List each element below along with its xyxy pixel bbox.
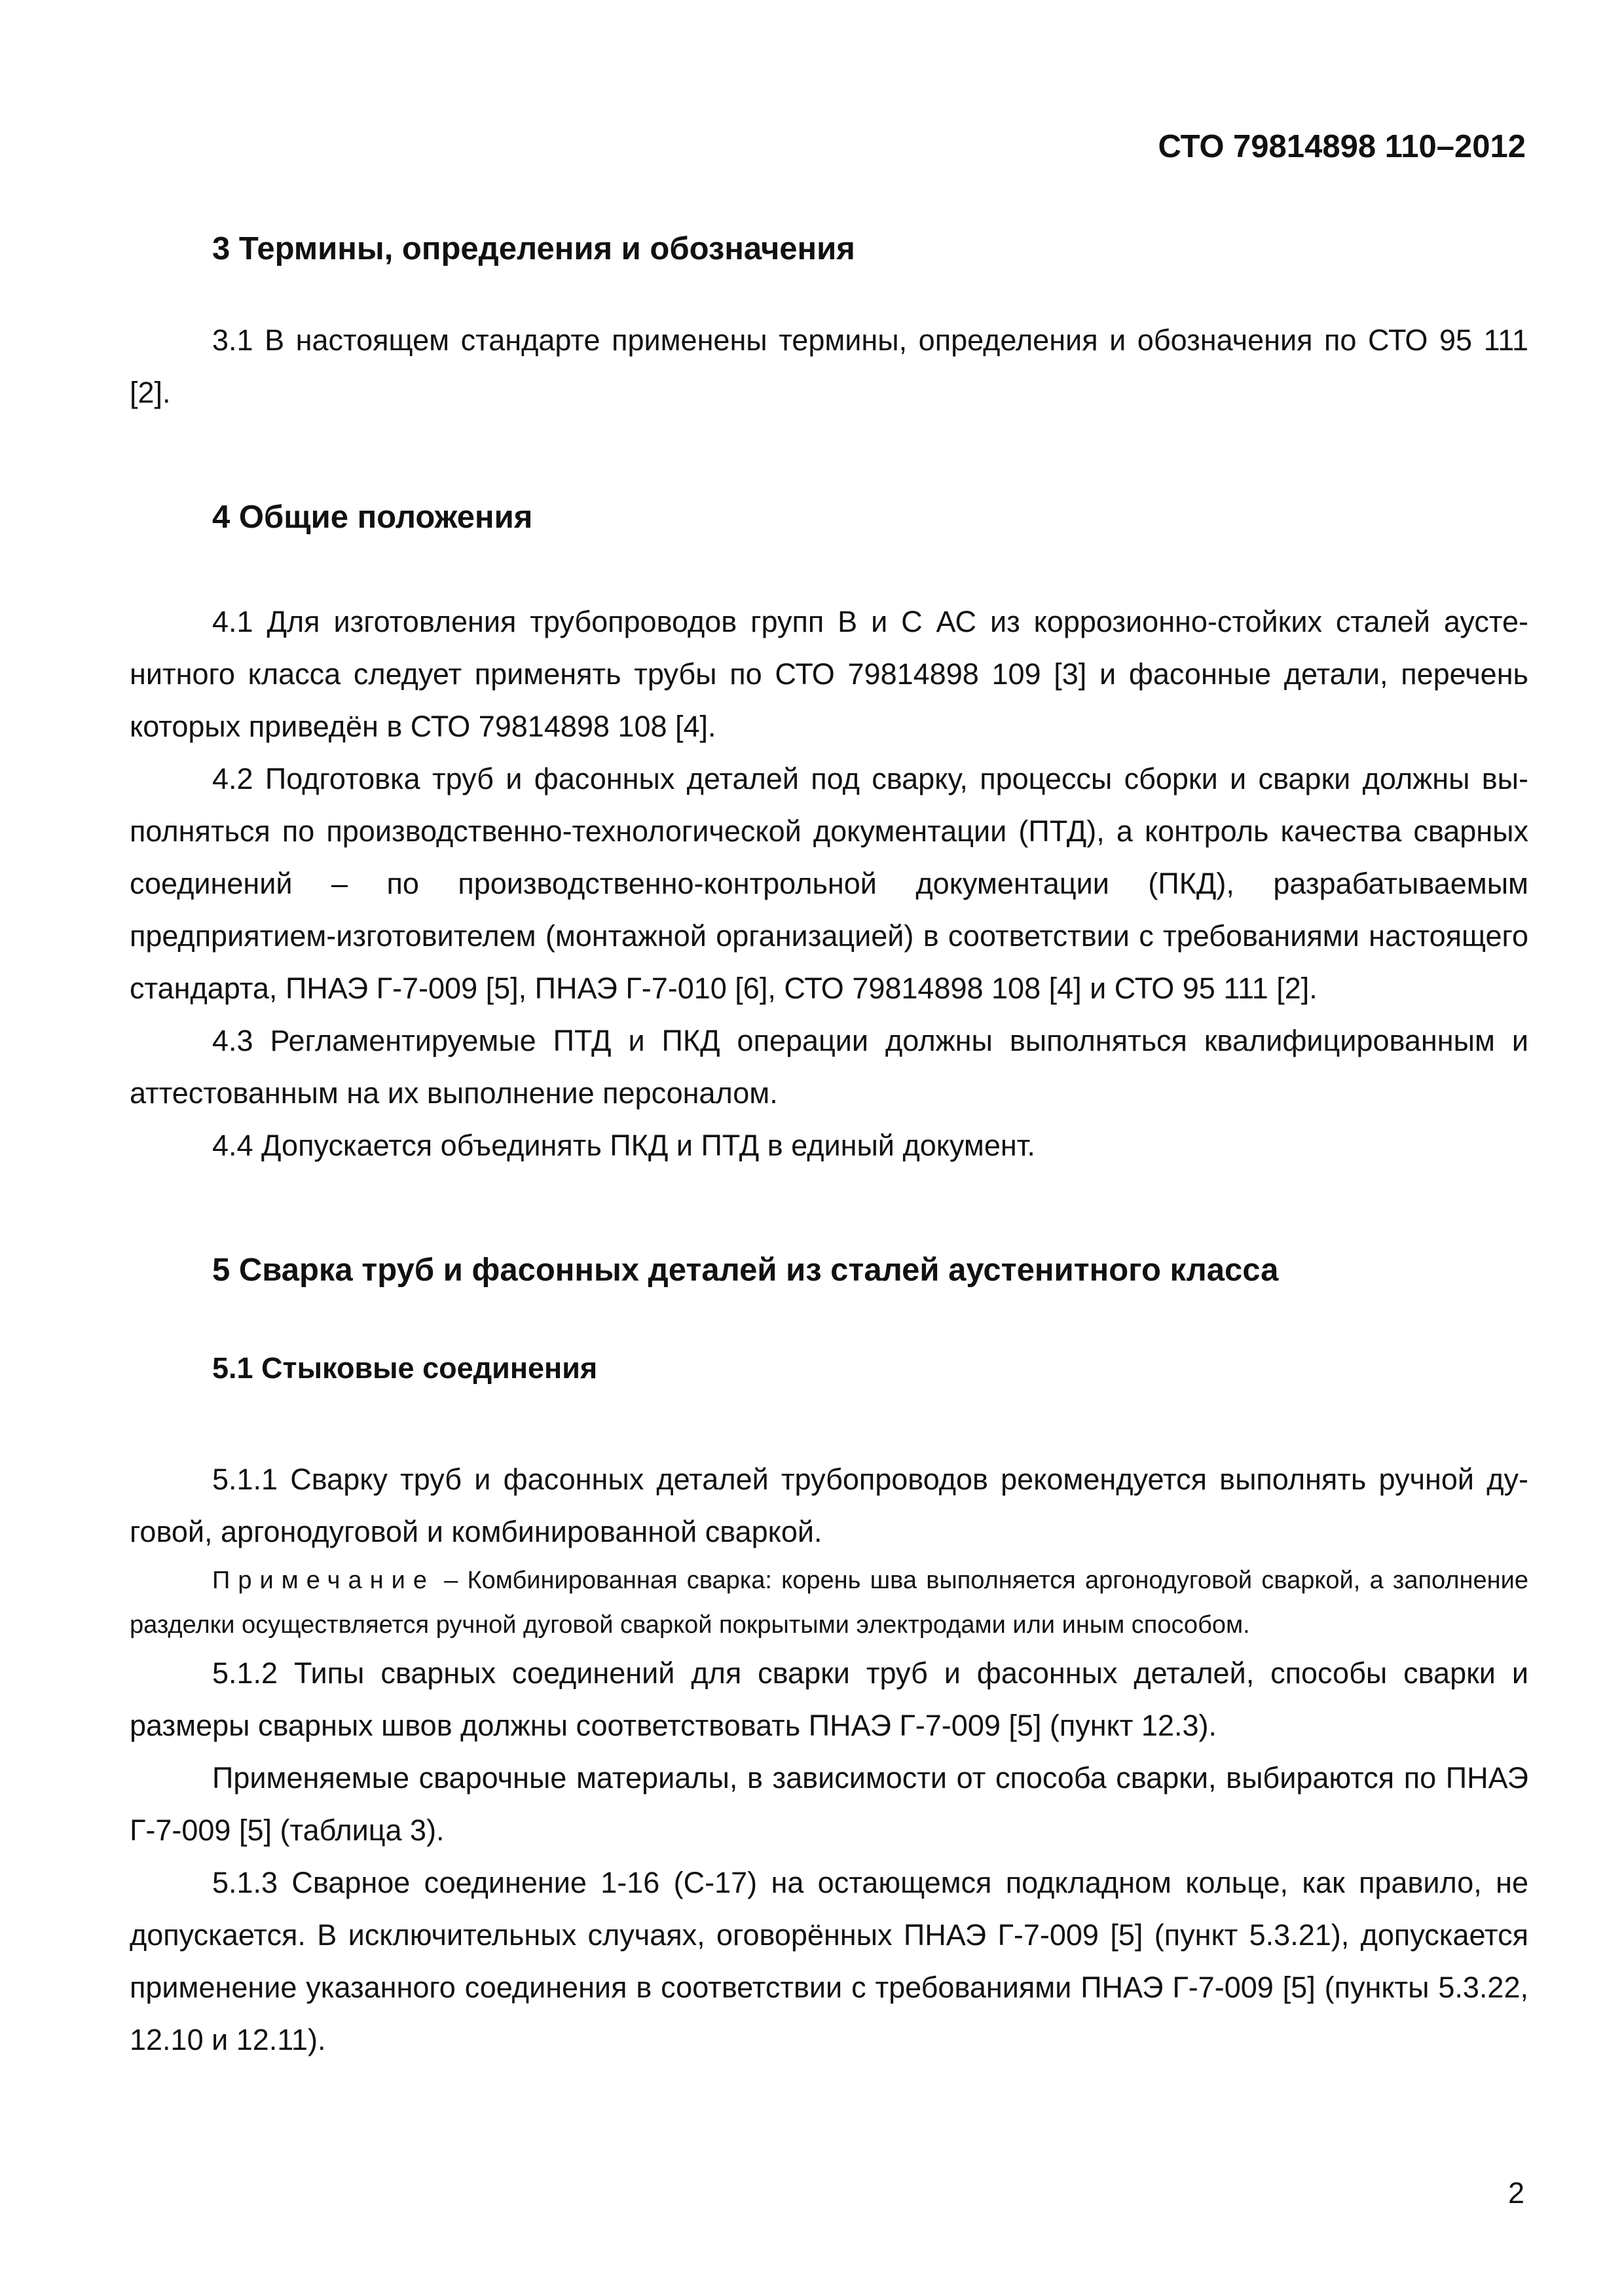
section-3-heading: 3 Термины, определения и обозначения xyxy=(212,231,855,266)
document-body xyxy=(130,229,1528,2066)
section-5-heading: 5 Сварка труб и фасонных деталей из сталей аустенитного класса xyxy=(212,1252,1279,1288)
page-number: 2 xyxy=(1507,2176,1524,2210)
note-label: Примечание xyxy=(212,1567,435,1594)
document-code: СТО 79814898 110–2012 xyxy=(1158,129,1526,164)
paragraph-4-4: 4.4 Допускается объединять ПКД и ПТД в единый документ. xyxy=(212,1129,1035,1162)
paragraph-4-3: 4.3 Регламентируемые ПТД и ПКД операции должны выполняться квалифицированным и аттестованным на их выполнение персоналом. xyxy=(130,1024,1528,1110)
note-block xyxy=(130,1558,1528,1647)
subsection-5-1-heading: 5.1 Стыковые соединения xyxy=(212,1351,598,1385)
paragraph-3-1: 3.1 В настоящем стандарте применены термины, определения и обозначения по СТО 95 111 [2]. xyxy=(130,323,1528,409)
paragraph-4-1: 4.1 Для изготовления трубопроводов групп В и С АС из коррозионно-стойких сталей аустенитного класса следует применять трубы по СТО 79814898 109 [3] и фасонные детали, перечень которых приведён в СТО 79814898 108 [4]. xyxy=(130,605,1528,743)
paragraph-5-1-2: 5.1.2 Типы сварных соединений для сварки труб и фасонных деталей, способы сварки и размеры сварных швов должны соответствовать ПНАЭ Г-7-009 [5] (пункт 12.3). xyxy=(130,1656,1528,1742)
section-4-heading: 4 Общие положения xyxy=(212,500,533,535)
paragraph-5-1-2-materials: Применяемые сварочные материалы, в зависимости от способа сварки, выбираются по ПНАЭ Г-7-009 [5] (таблица 3). xyxy=(130,1761,1528,1847)
paragraph-5-1-1: 5.1.1 Сварку труб и фасонных деталей трубопроводов рекомендуется выполнять ручной дуговой, аргонодуговой и комбинированной сваркой. xyxy=(130,1463,1528,1548)
paragraph-4-2: 4.2 Подготовка труб и фасонных деталей под сварку, процессы сборки и сварки должны выполняться по производственно-технологической документации (ПТД), а контроль качества сварных соединений – по производственно-контрольной документации (ПКД), разрабатываемым предприятием-изготовителем (монтажной организацией) в соответствии с требованиями настоящего стандарта, ПНАЭ Г-7-009 [5], ПНАЭ Г-7-010 [6], СТО 79814898 108 [4] и СТО 95 111 [2]. xyxy=(130,762,1528,1005)
paragraph-5-1-3: 5.1.3 Сварное соединение 1-16 (С-17) на остающемся подкладном кольце, как правило, не допускается. В исключительных случаях, оговорённых ПНАЭ Г-7-009 [5] (пункт 5.3.21), допускается применение указанного соединения в соответствии с требованиями ПНАЭ Г-7-009 [5] (пункты 5.3.22, 12.10 и 12.11). xyxy=(130,1866,1528,2056)
note-text: – Комбинированная сварка: корень шва выполняется аргонодуговой сваркой, а заполнение разделки осуществляется ручной дуговой сваркой покрытыми электродами или иным способом. xyxy=(130,1567,1528,1639)
